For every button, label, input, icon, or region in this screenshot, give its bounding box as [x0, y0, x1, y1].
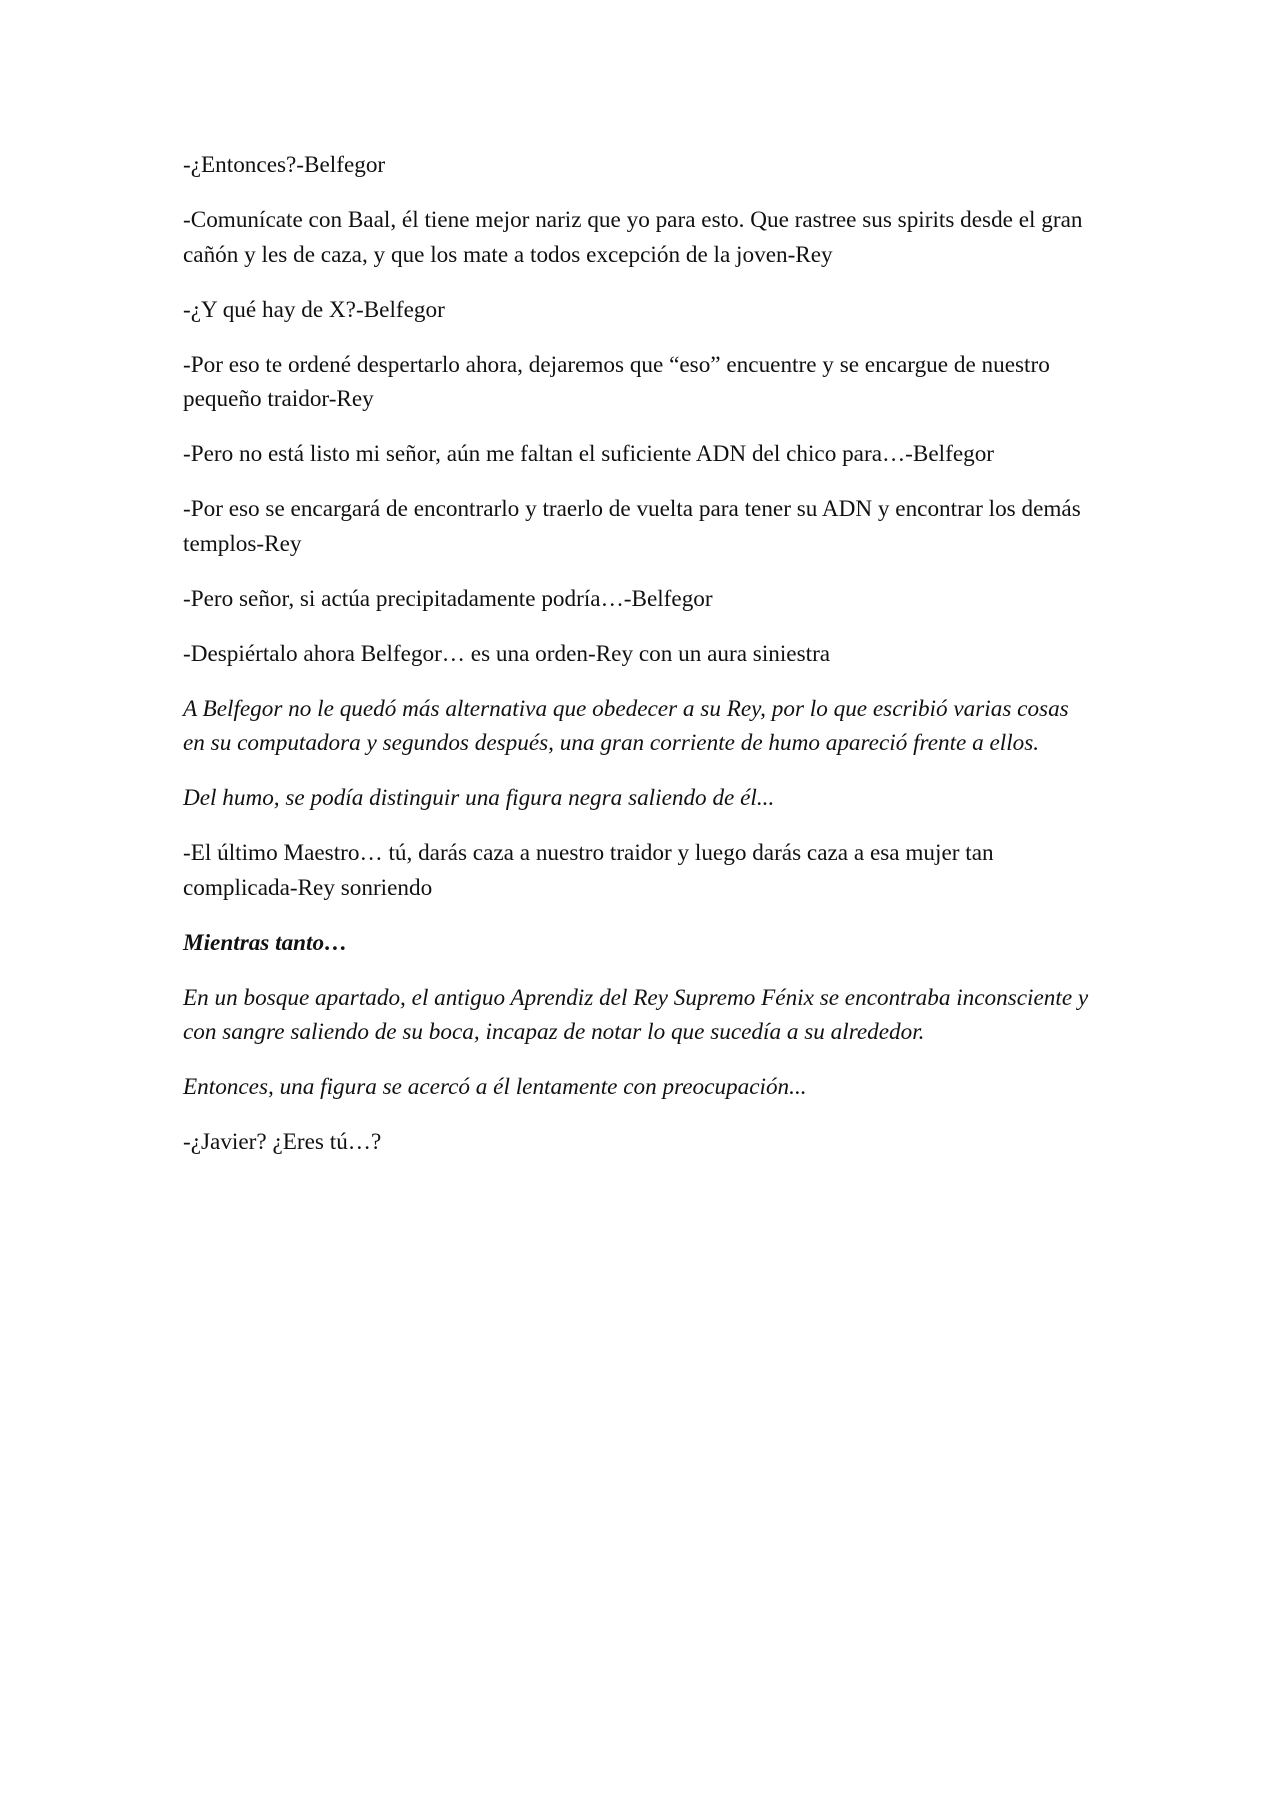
paragraph-dialogue: -Comunícate con Baal, él tiene mejor nariz que yo para esto. Que rastree sus spirits desde el gran cañón y les de caza, y que los mate a todos excepción de la joven-Rey	[183, 207, 1083, 268]
paragraph-dialogue: -El último Maestro… tú, darás caza a nuestro traidor y luego darás caza a esa mujer tan complicada-Rey sonriendo	[183, 840, 994, 901]
paragraph-dialogue: -¿Javier? ¿Eres tú…?	[183, 1129, 382, 1155]
paragraph-dialogue: -¿Entonces?-Belfegor	[183, 152, 386, 178]
document-page	[183, 148, 1095, 1180]
paragraph-dialogue: -Despiértalo ahora Belfegor… es una orden-Rey con un aura siniestra	[183, 640, 831, 667]
scene-break-heading: Mientras tanto…	[183, 929, 348, 956]
paragraph-dialogue: -Por eso se encargará de encontrarlo y traerlo de vuelta para tener su ADN y encontrar los demás templos-Rey	[183, 496, 1081, 557]
paragraph-dialogue: -¿Y qué hay de X?-Belfegor	[183, 296, 445, 323]
paragraph-narration: Entonces, una figura se acercó a él lentamente con preocupación...	[183, 1074, 807, 1100]
paragraph-narration: En un bosque apartado, el antiguo Aprendiz del Rey Supremo Fénix se encontraba inconsciente y con sangre saliendo de su boca, incapaz de notar lo que sucedía a su alrededor.	[183, 984, 1089, 1045]
paragraph-narration: A Belfegor no le quedó más alternativa que obedecer a su Rey, por lo que escribió varias cosas en su computadora y segundos después, una gran corriente de humo apareció frente a ellos.	[183, 695, 1069, 756]
paragraph-narration: Del humo, se podía distinguir una figura negra saliendo de él...	[183, 785, 775, 811]
paragraph-dialogue: -Pero señor, si actúa precipitadamente podría…-Belfegor	[183, 585, 713, 612]
paragraph-dialogue: -Pero no está listo mi señor, aún me faltan el suficiente ADN del chico para…-Belfegor	[183, 441, 995, 467]
paragraph-dialogue: -Por eso te ordené despertarlo ahora, dejaremos que “eso” encuentre y se encargue de nuestro pequeño traidor-Rey	[183, 351, 1050, 412]
